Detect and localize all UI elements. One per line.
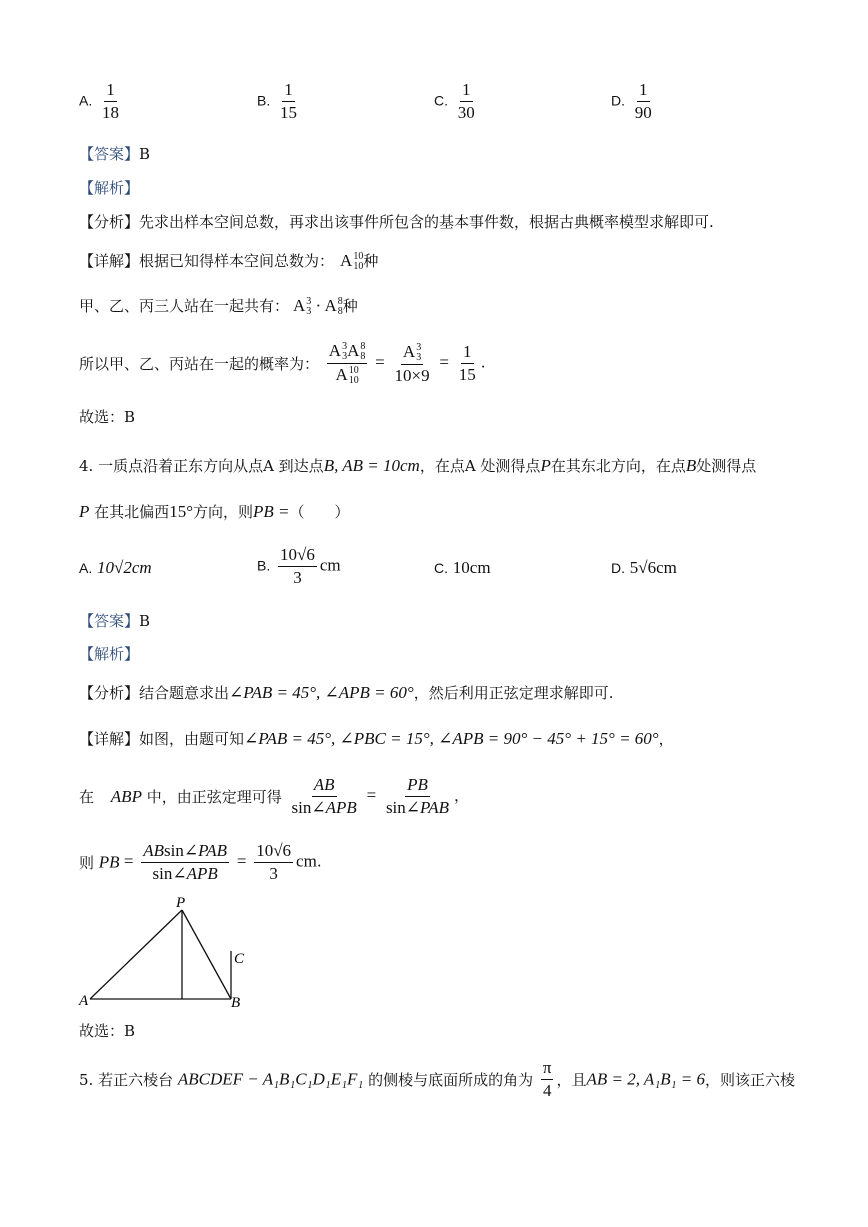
option-letter: B. <box>257 92 271 109</box>
option-letter: D. <box>611 92 625 109</box>
q5-stem: 5. 若正六棱台 ABCDEF − A₁B₁C₁D₁E₁F₁ 的侧棱与底面所成的角为 $\frac{\pi}{4}$ ，且AB = 2, A₁B₁ = 6，则该正六棱 <box>79 1058 796 1100</box>
q3-detail: 【详解】根据已知得样本空间总数为： A 10 10 种 <box>79 251 379 272</box>
option-fraction: $\frac{1}{90}$ <box>634 80 652 122</box>
q4-analysis-tag: 【解析】 <box>79 645 140 663</box>
q4-line3: 则 PB = $\frac{\text{ABsin∠PAB}}{\text{sin∠APB}}$ = $\frac{10√6}{3}$ cm. <box>79 841 322 883</box>
q3-option-c <box>434 80 480 123</box>
q4-conclusion: 故选：B <box>79 1022 136 1040</box>
option-letter: C. <box>434 92 448 109</box>
q4-stem-line2: P 在其北偏西15°方向，则PB =（ ） <box>79 502 350 521</box>
q3-fenxi: 【分析】先求出样本空间总数，再求出该事件所包含的基本事件数，根据古典概率模型求解即可. <box>79 213 714 231</box>
q4-option-d: D. 5√6cm <box>611 558 677 577</box>
q4-line2: 在 ABP 中，由正弦定理可得 $\frac{AB}{\text{sin∠APB}}$ = $\frac{PB}{\text{sin∠PAB}}$ ， <box>79 775 470 817</box>
option-fraction: $\frac{1}{18}$ <box>102 80 120 122</box>
label-p: P <box>176 895 186 911</box>
q4-fenxi: 【分析】结合题意求出∠PAB = 45°, ∠APB = 60°，然后利用正弦定理求解即可. <box>79 683 614 702</box>
label-c: C <box>234 951 245 967</box>
q4-stem-line1: 4. 一质点沿着正东方向从点A 到达点B, AB = 10cm，在点A 处测得点P在其东北方向，在点B处测得点 <box>79 456 757 475</box>
side-pb <box>182 910 231 999</box>
q3-option-d <box>611 80 657 123</box>
q4-option-a: A. 10√2cm <box>79 558 152 577</box>
q4-option-b: B. $\frac{10√6}{3}$ cm <box>257 545 341 587</box>
option-fraction: $\frac{1}{30}$ <box>457 80 475 122</box>
option-letter: A. <box>79 92 93 109</box>
q3-line2: 甲、乙、丙三人站在一起共有： A 3 3 · A 8 8 种 <box>79 296 358 317</box>
q3-option-a <box>79 80 124 123</box>
label-b: B <box>231 995 241 1011</box>
option-fraction: $\frac{1}{15}$ <box>280 80 298 122</box>
q3-answer: 【答案】B <box>79 145 151 163</box>
q3-conclusion: 故选：B <box>79 408 136 426</box>
q3-option-b <box>257 80 302 123</box>
q3-line3: 所以甲、乙、丙站在一起的概率为： A 3 3 A 8 8 A 10 10 = A 3 3 10×9 = $\frac{1}{15}$ . <box>79 341 486 387</box>
label-a: A <box>79 993 89 1009</box>
side-ap <box>90 910 182 999</box>
q4-answer: 【答案】B <box>79 612 151 630</box>
q4-option-c: C. 10cm <box>434 558 491 577</box>
triangle-figure <box>78 893 278 1013</box>
q4-detail: 【详解】如图，由题可知∠PAB = 45°, ∠PBC = 15°, ∠APB = 90° − 45° + 15° = 60°， <box>79 729 674 748</box>
q3-analysis-tag: 【解析】 <box>79 179 140 197</box>
